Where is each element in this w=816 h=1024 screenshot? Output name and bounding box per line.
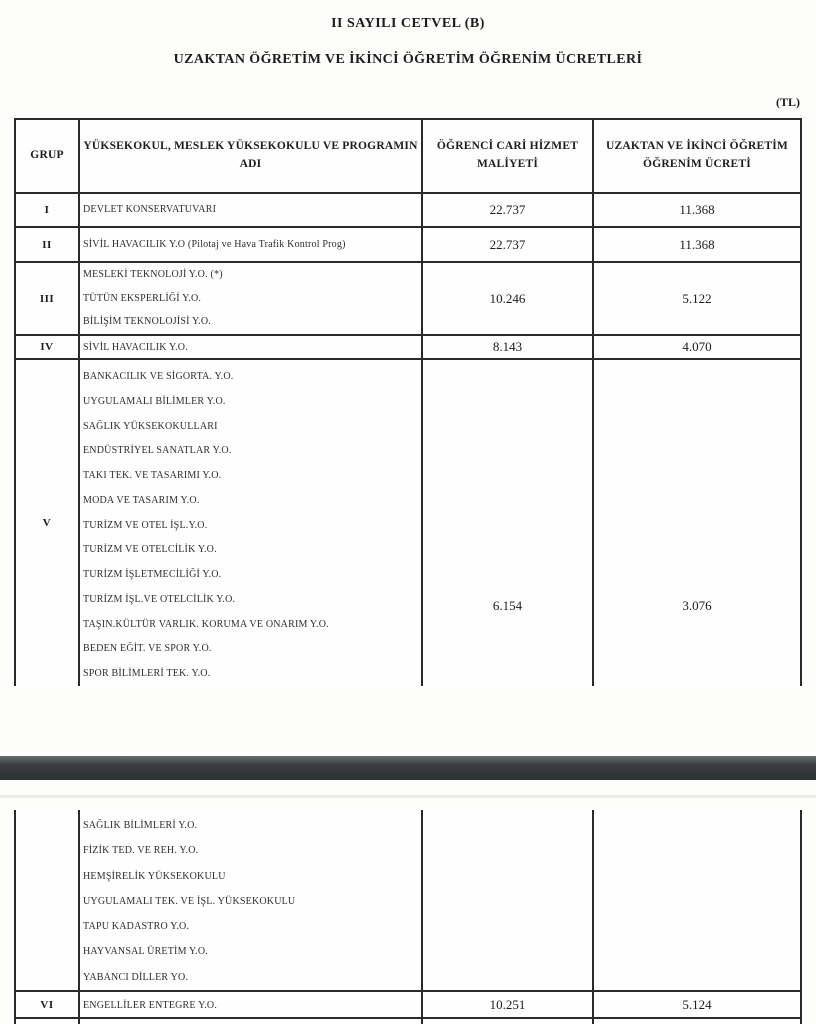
program-list xyxy=(80,228,423,261)
fee-cell: 5.124 xyxy=(682,996,712,1012)
fee-cell xyxy=(594,360,800,686)
header-school: YÜKSEKOKUL, MESLEK YÜKSEKOKULU VE PROGRAMIN ADI xyxy=(80,120,423,192)
program-line: YABANCI DİLLER YO. xyxy=(83,971,189,983)
group-cell: III xyxy=(16,263,80,334)
fee-cell: 11.368 xyxy=(679,236,715,252)
program-list xyxy=(80,810,423,990)
group-row-2 xyxy=(16,226,800,261)
cost-cell: 10.251 xyxy=(423,992,594,1017)
program-line: BİLİŞİM TEKNOLOJİSİ Y.O. xyxy=(83,316,211,328)
program-line: SAĞLIK YÜKSEKOKULLARI xyxy=(83,420,218,432)
program-line: DEVLET KONSERVATUVARI xyxy=(83,204,217,215)
scan-shadow xyxy=(0,795,816,798)
continuation-table xyxy=(14,810,802,1024)
program-list xyxy=(80,360,423,686)
program-list xyxy=(80,336,423,358)
group-row-4 xyxy=(16,334,800,358)
program-line: TURİZM VE OTEL İŞL.Y.O. xyxy=(83,519,208,531)
group-cell: V xyxy=(16,360,80,686)
program-line: SAĞLIK BİLİMLERİ Y.O. xyxy=(83,820,198,831)
group-cell xyxy=(16,810,80,990)
fees-table xyxy=(14,118,802,686)
fee-cell: 11.368 xyxy=(679,202,715,217)
program-list xyxy=(80,992,423,1017)
program-line: UYGULAMALI BİLİMLER Y.O. xyxy=(83,395,226,407)
group-cell: I xyxy=(16,194,80,226)
program-line: FİZİK TED. VE REH. Y.O. xyxy=(83,845,199,857)
program-line: SPOR BİLİMLERİ TEK. Y.O. xyxy=(83,668,211,680)
header-cost: ÖĞRENCİ CARİ HİZMET MALİYETİ xyxy=(423,120,594,192)
program-line: TURİZM İŞL.VE OTELCİLİK Y.O. xyxy=(83,593,236,605)
fee-cell xyxy=(594,810,800,990)
program-line: MESLEKİ TEKNOLOJİ Y.O. (*) xyxy=(83,269,223,280)
program-line: TAPU KADASTRO Y.O. xyxy=(83,921,190,933)
program-line: BANKACILIK VE SİGORTA. Y.O. xyxy=(83,371,234,382)
table-header-row xyxy=(16,120,800,192)
program-list xyxy=(80,194,423,226)
program-line: TAŞIN.KÜLTÜR VARLIK. KORUMA VE ONARIM Y.O. xyxy=(83,618,329,630)
partial-row xyxy=(16,1017,800,1024)
program-line: MODA VE TASARIM Y.O. xyxy=(83,494,200,506)
cost-cell xyxy=(423,810,594,990)
program-line: HEMŞİRELİK YÜKSEKOKULU xyxy=(83,870,226,882)
program-line: BEDEN EĞİT. VE SPOR Y.O. xyxy=(83,643,212,655)
program-line: TURİZM VE OTELCİLİK Y.O. xyxy=(83,544,217,556)
program-line: TÜTÜN EKSPERLİĞİ Y.O. xyxy=(83,292,202,304)
group-cell: VI xyxy=(16,992,80,1017)
program-line: ENDÜSTRİYEL SANATLAR Y.O. xyxy=(83,445,232,457)
cost-cell xyxy=(423,360,594,686)
fee-cell: 5.122 xyxy=(682,290,712,306)
fee-cell: 4.070 xyxy=(682,339,712,354)
group-row-5 xyxy=(16,358,800,686)
program-line: SİVİL HAVACILIK Y.O. xyxy=(83,342,188,353)
page-subtitle: UZAKTAN ÖĞRETİM VE İKİNCİ ÖĞRETİM ÖĞRENİM ÜCRETLERİ xyxy=(173,52,643,67)
header-grup: GRUP xyxy=(16,120,80,192)
program-line: TURİZM İŞLETMECİLİĞİ Y.O. xyxy=(83,569,222,581)
group-row-6 xyxy=(16,990,800,1017)
group-cell: II xyxy=(16,228,80,261)
program-line: UYGULAMALI TEK. VE İŞL. YÜKSEKOKULU xyxy=(83,895,296,907)
program-line: ENGELLİLER ENTEGRE Y.O. xyxy=(83,1000,218,1011)
fee-value: 3.076 xyxy=(682,598,712,613)
cost-cell: 22.737 xyxy=(423,228,594,261)
program-line: TAKI TEK. VE TASARIMI Y.O. xyxy=(83,470,222,482)
group-cell: IV xyxy=(16,336,80,358)
header-fee: UZAKTAN VE İKİNCİ ÖĞRETİM ÖĞRENİM ÜCRETİ xyxy=(606,140,788,170)
program-line: SİVİL HAVACILIK Y.O (Pilotaj ve Hava Trafik Kontrol Prog) xyxy=(83,238,346,250)
group-row-1 xyxy=(16,192,800,226)
currency-note: (TL) xyxy=(776,95,800,109)
page-title: II SAYILI CETVEL (B) xyxy=(331,16,485,31)
group-row-3 xyxy=(16,261,800,334)
page-break-band xyxy=(0,756,816,780)
cost-cell: 8.143 xyxy=(423,336,594,358)
program-list xyxy=(80,263,423,334)
cost-value: 6.154 xyxy=(492,598,523,613)
cost-cell: 22.737 xyxy=(423,194,594,226)
program-line: HAYVANSAL ÜRETİM Y.O. xyxy=(83,946,208,958)
continuation-row xyxy=(16,810,800,990)
cost-cell: 10.246 xyxy=(423,263,594,334)
